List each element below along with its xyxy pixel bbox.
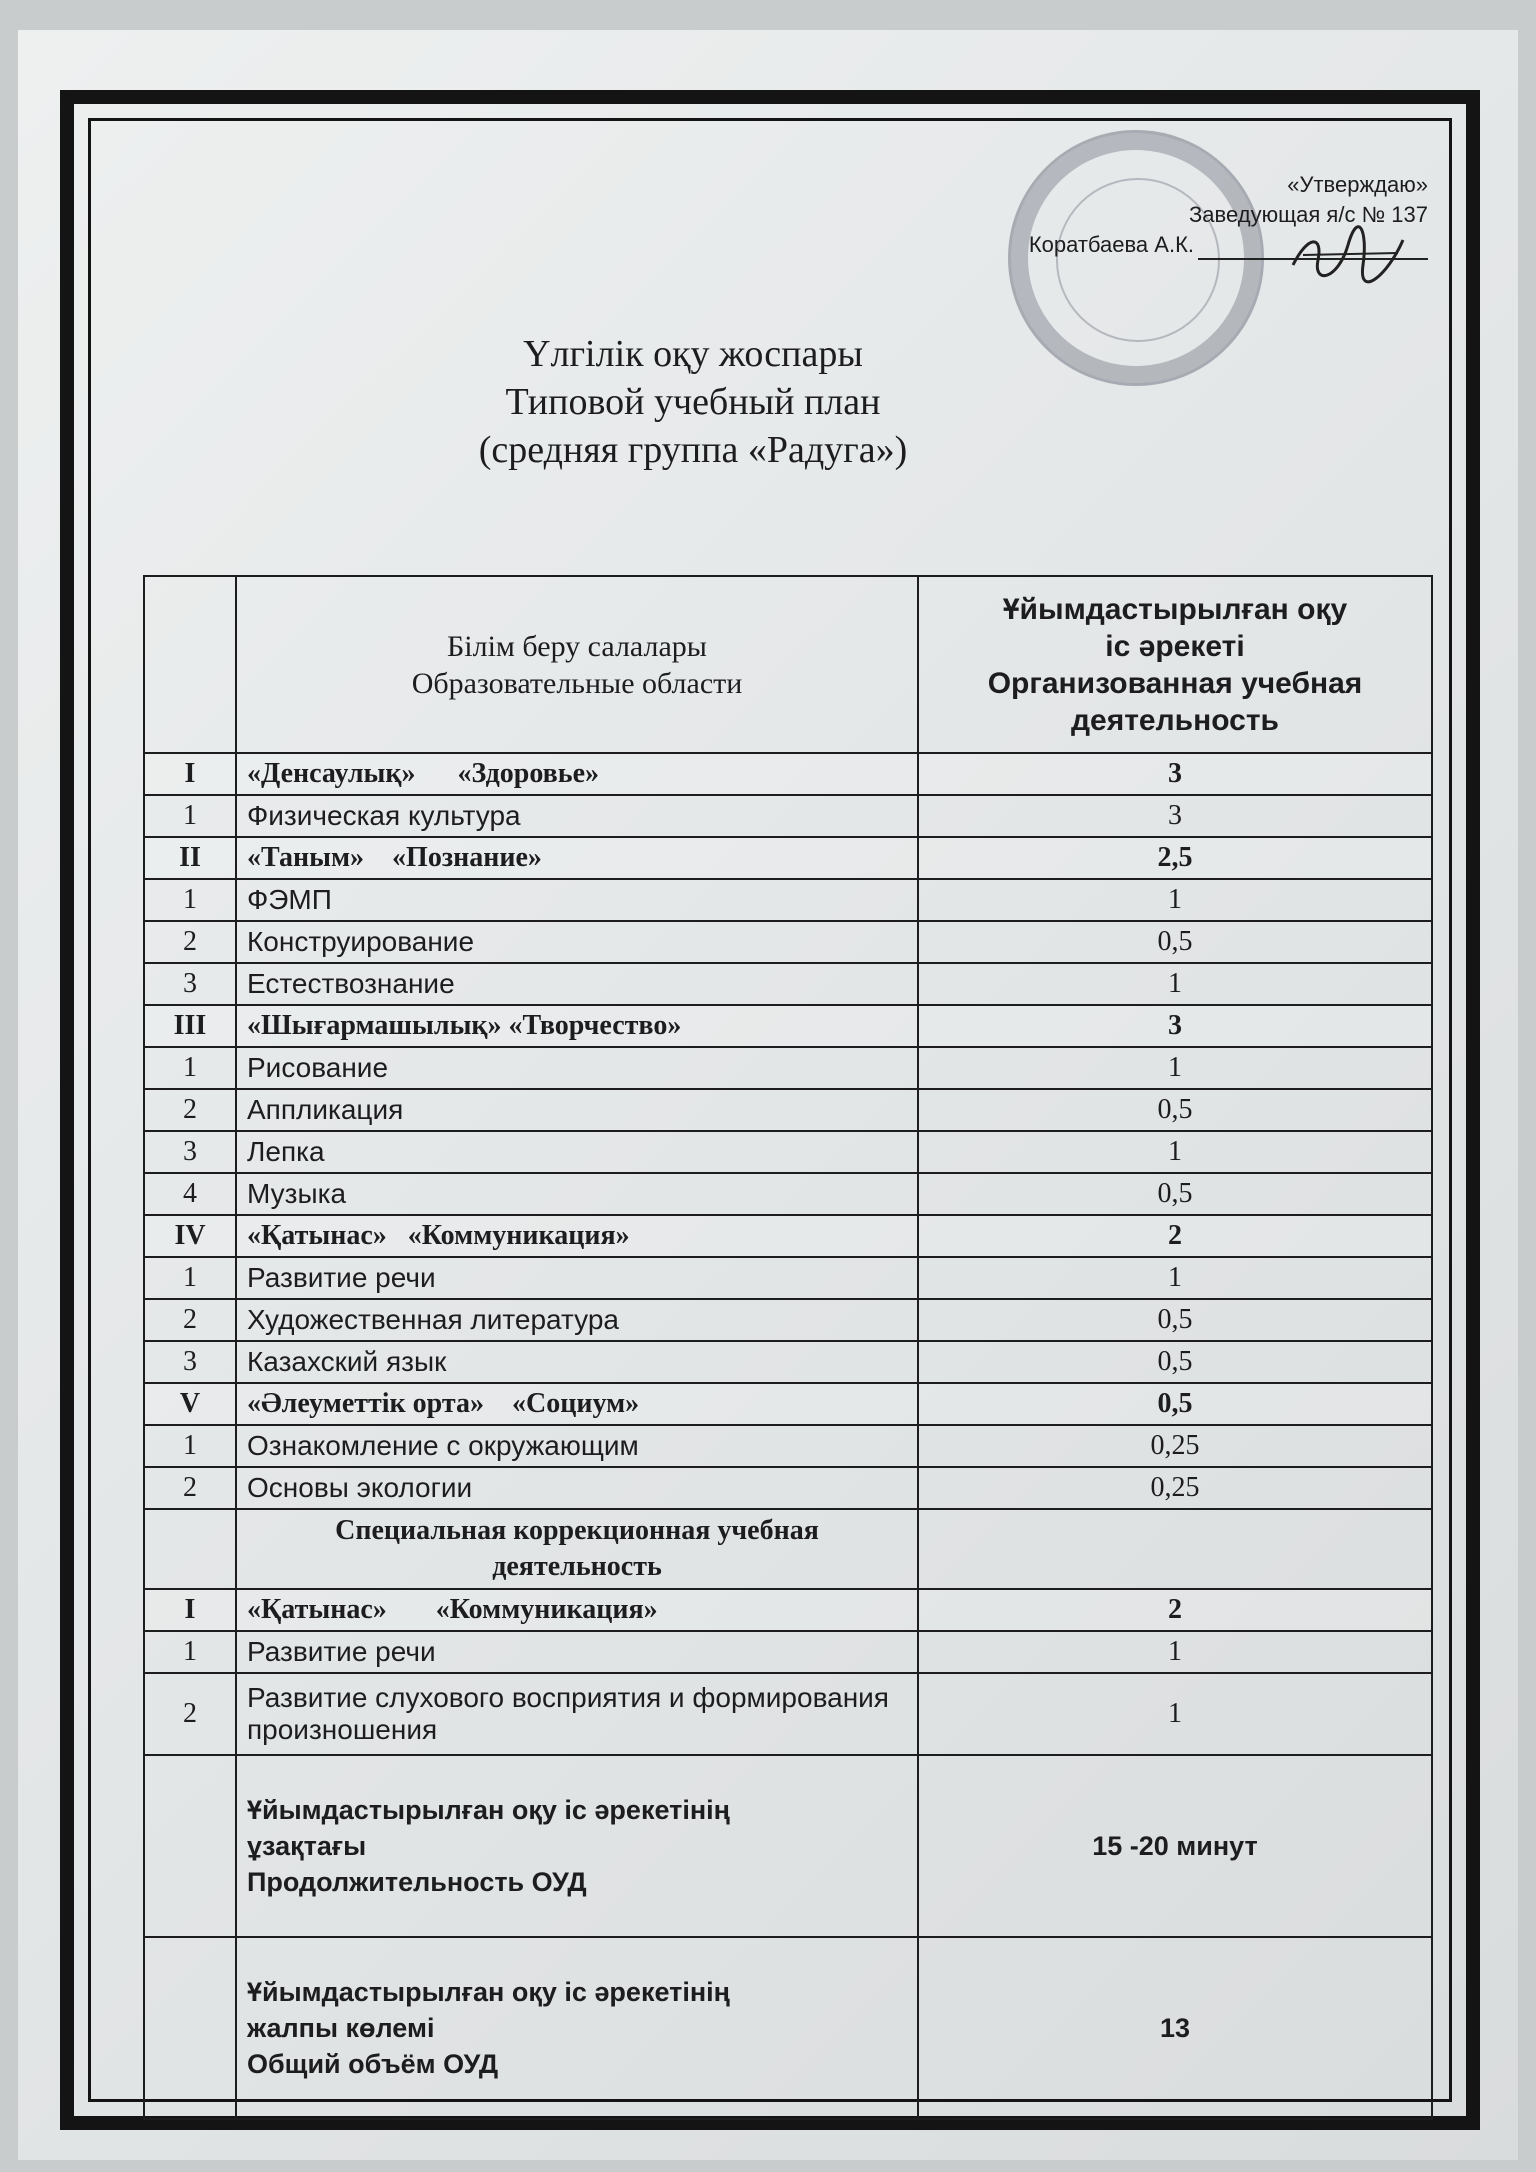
approval-line-3: Коратбаева А.К. <box>1029 230 1428 260</box>
duration-label-2: ұзақтағы <box>247 1831 367 1861</box>
table-row <box>144 879 1432 921</box>
duration-value: 15 -20 минут <box>918 1755 1432 1937</box>
document-sheet <box>18 30 1518 2160</box>
volume-value: 13 <box>918 1937 1432 2119</box>
table-row <box>144 1673 1432 1755</box>
section-row <box>144 1215 1432 1257</box>
section-row <box>144 753 1432 795</box>
row-area: Казахский язык <box>236 1341 918 1383</box>
header-num-cell <box>144 576 236 753</box>
row-number: 4 <box>144 1173 236 1215</box>
special-value-cell <box>918 1509 1432 1589</box>
row-area: Развитие речи <box>236 1631 918 1673</box>
table-row <box>144 1341 1432 1383</box>
title-russian: Типовой учебный план <box>505 381 881 423</box>
title-group: (средняя группа «Радуга») <box>478 429 908 471</box>
header-value-ru-1: Организованная учебная <box>987 666 1363 700</box>
row-area: «Денсаулық» «Здоровье» <box>236 753 918 795</box>
volume-row <box>144 1937 1432 2119</box>
row-area: «Әлеуметтік орта» «Социум» <box>236 1383 918 1425</box>
table-row <box>144 1257 1432 1299</box>
row-number: 3 <box>144 963 236 1005</box>
row-area: Конструирование <box>236 921 918 963</box>
row-value: 0,5 <box>918 1299 1432 1341</box>
row-area: Развитие слухового восприятия и формирования произношения <box>236 1673 918 1755</box>
row-area: Музыка <box>236 1173 918 1215</box>
volume-label-3: Общий объём ОУД <box>247 2049 499 2079</box>
row-number: IV <box>144 1215 236 1257</box>
row-value: 1 <box>918 963 1432 1005</box>
section-row <box>144 837 1432 879</box>
special-heading-line-1: Специальная коррекционная учебная <box>335 1515 819 1546</box>
row-area: Естествознание <box>236 963 918 1005</box>
volume-label-cell <box>236 1937 918 2119</box>
table-row <box>144 921 1432 963</box>
header-value-kz-1: Ұйымдастырылған оқу <box>1002 592 1348 626</box>
row-number: 1 <box>144 1257 236 1299</box>
row-value: 2 <box>918 1589 1432 1631</box>
row-number: 2 <box>144 1299 236 1341</box>
row-value: 0,25 <box>918 1467 1432 1509</box>
header-area-kz: Білім беру салалары <box>447 629 707 663</box>
row-number: 2 <box>144 921 236 963</box>
row-value: 3 <box>918 1005 1432 1047</box>
header-value-kz-2: іс әрекеті <box>1105 629 1245 663</box>
row-value: 2,5 <box>918 837 1432 879</box>
row-value: 0,5 <box>918 1383 1432 1425</box>
row-number: 1 <box>144 1425 236 1467</box>
header-area-ru: Образовательные области <box>411 666 743 700</box>
row-number: I <box>144 1589 236 1631</box>
special-heading-cell <box>236 1509 918 1589</box>
duration-label-1: Ұйымдастырылған оқу іс әрекетінің <box>247 1795 730 1825</box>
row-area: ФЭМП <box>236 879 918 921</box>
row-number: 3 <box>144 1341 236 1383</box>
row-area: «Қатынас» «Коммуникация» <box>236 1589 918 1631</box>
table-header-row <box>144 576 1432 753</box>
table-row <box>144 1173 1432 1215</box>
row-number: I <box>144 753 236 795</box>
section-row <box>144 1383 1432 1425</box>
special-heading-row <box>144 1509 1432 1589</box>
row-number: 1 <box>144 795 236 837</box>
row-value: 0,25 <box>918 1425 1432 1467</box>
row-value: 3 <box>918 753 1432 795</box>
title-kazakh: Үлгілік оқу жоспары <box>523 333 863 375</box>
row-number: 2 <box>144 1089 236 1131</box>
curriculum-table <box>143 575 1433 2120</box>
handwritten-signature <box>1288 225 1408 285</box>
duration-num-cell <box>144 1755 236 1937</box>
row-area: Художественная литература <box>236 1299 918 1341</box>
row-value: 1 <box>918 879 1432 921</box>
volume-label-1: Ұйымдастырылған оқу іс әрекетінің <box>247 1977 730 2007</box>
approval-line-2: Заведующая я/с № 137 <box>1189 202 1428 227</box>
special-num-cell <box>144 1509 236 1589</box>
special-rows <box>144 1589 1432 1755</box>
row-area: «Қатынас» «Коммуникация» <box>236 1215 918 1257</box>
section-row <box>144 1005 1432 1047</box>
duration-label-3: Продолжительность ОУД <box>247 1867 587 1897</box>
duration-row <box>144 1755 1432 1937</box>
table-row <box>144 1089 1432 1131</box>
row-value: 0,5 <box>918 1173 1432 1215</box>
header-area-cell <box>236 576 918 753</box>
main-rows <box>144 753 1432 1509</box>
row-number: 2 <box>144 1673 236 1755</box>
table-row <box>144 1047 1432 1089</box>
row-value: 0,5 <box>918 1341 1432 1383</box>
volume-num-cell <box>144 1937 236 2119</box>
row-area: Рисование <box>236 1047 918 1089</box>
document-title <box>18 330 1368 474</box>
duration-label-cell <box>236 1755 918 1937</box>
header-value-ru-2: деятельность <box>1071 703 1279 737</box>
row-area: Развитие речи <box>236 1257 918 1299</box>
row-number: II <box>144 837 236 879</box>
row-value: 1 <box>918 1047 1432 1089</box>
row-area: Лепка <box>236 1131 918 1173</box>
table-row <box>144 963 1432 1005</box>
row-value: 1 <box>918 1131 1432 1173</box>
row-value: 0,5 <box>918 921 1432 963</box>
table-row <box>144 1299 1432 1341</box>
row-number: 3 <box>144 1131 236 1173</box>
table-row <box>144 1425 1432 1467</box>
table-row <box>144 795 1432 837</box>
row-number: III <box>144 1005 236 1047</box>
row-area: Аппликация <box>236 1089 918 1131</box>
section-row <box>144 1589 1432 1631</box>
row-value: 0,5 <box>918 1089 1432 1131</box>
row-value: 3 <box>918 795 1432 837</box>
special-heading-line-2: деятельность <box>492 1551 662 1582</box>
row-area: Физическая культура <box>236 795 918 837</box>
row-value: 1 <box>918 1257 1432 1299</box>
table-row <box>144 1131 1432 1173</box>
row-number: 1 <box>144 879 236 921</box>
row-area: «Шығармашылық» «Творчество» <box>236 1005 918 1047</box>
row-number: 1 <box>144 1047 236 1089</box>
row-number: 2 <box>144 1467 236 1509</box>
row-area: «Таным» «Познание» <box>236 837 918 879</box>
volume-label-2: жалпы көлемі <box>247 2013 435 2043</box>
header-value-cell <box>918 576 1432 753</box>
table-row <box>144 1467 1432 1509</box>
row-number: 1 <box>144 1631 236 1673</box>
row-number: V <box>144 1383 236 1425</box>
row-value: 1 <box>918 1631 1432 1673</box>
approval-line-1: «Утверждаю» <box>1287 172 1428 197</box>
row-area: Основы экологии <box>236 1467 918 1509</box>
row-value: 1 <box>918 1673 1432 1755</box>
table-row <box>144 1631 1432 1673</box>
row-value: 2 <box>918 1215 1432 1257</box>
row-area: Ознакомление с окружающим <box>236 1425 918 1467</box>
